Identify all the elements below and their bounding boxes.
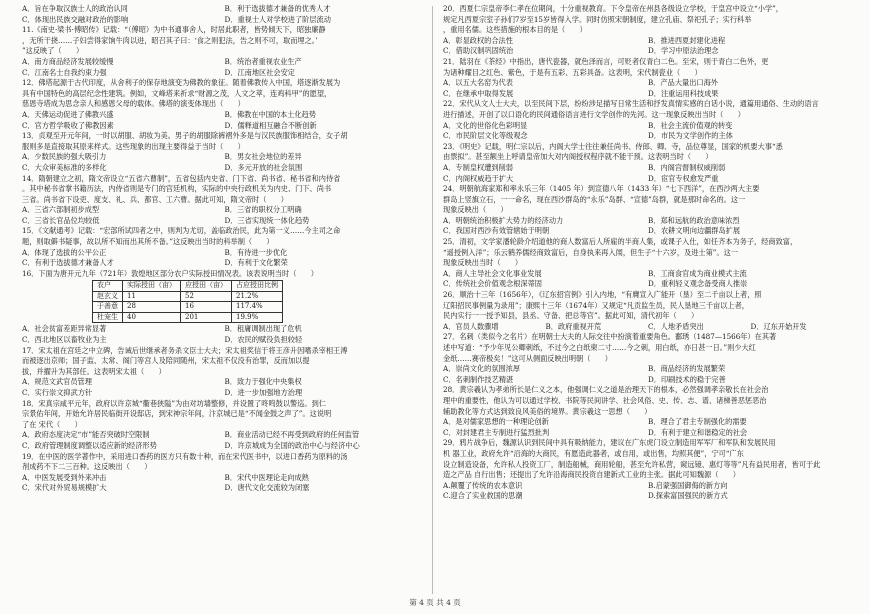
question-line: 12．佛塔起源于古代印度，从舍利子的保存地演变为佛教的象征。随着佛教传入中国，塔逐渐发展为 [22, 78, 341, 88]
answer-option: A．以五大名窑为代表 [443, 78, 513, 88]
answer-option: C．内阁权威趋于扩大 [443, 173, 514, 183]
answer-option: A．少数民族的强大吸引力 [22, 152, 107, 162]
answer-option: D．市民为文学创作的主体 [648, 131, 733, 141]
table-row [93, 312, 283, 323]
answer-option: A．官员人数骤增 [443, 321, 499, 331]
answer-option: D．重视士人对学校进了阶层流动 [224, 14, 331, 24]
answer-option: D．注重运用科技成果 [648, 88, 719, 98]
question-line: 具有中国特色的高层纪念性建筑。例如，文峰塔来祈求“财源之茂，人文之萃，连鸡科甲”的愿望， [22, 88, 332, 98]
table-cell: 16 [181, 302, 232, 313]
answer-option: A．是对儒家思想的一种理论创新 [443, 417, 549, 427]
answer-option: D．多元开放的社会氛围 [224, 162, 303, 172]
question-line: 18．宋真宗咸平元年，政府以许京城“衢巷狭隘”为由对坊墙整修，并设置了咚鸣鼓以警巡。到仁 [22, 398, 326, 408]
question-line: 现象反映出（ ） [443, 205, 508, 215]
answer-option: D．重利轻义观念备受商人推崇 [648, 279, 748, 289]
column-divider [432, 6, 433, 594]
answer-option: D．许京城成为全国的政治中心与经济中心 [224, 440, 360, 450]
answer-option: A．规范文武官员管理 [22, 377, 92, 387]
question-line: 15．《文献通考》记载：“宏部所试四者之中，则判为尤切，盖临政治民，此为第一义……今主司之命 [22, 226, 341, 236]
answer-option: D.探索富国强民的新方式 [648, 491, 728, 501]
table-cell: 201 [181, 312, 232, 323]
answer-option: A.颠覆了传统的农本意识 [443, 480, 523, 490]
question-line: 29．鸦片战争后，魏源认识到民间中具有吸纳能力，建议在广东虎门设立制造用军军厂和军队和发展民用 [443, 438, 776, 448]
answer-option: A．旨在争取汉族士人的政治认同 [22, 4, 128, 13]
answer-option: B.启蒙强国御侮的新方向 [648, 480, 728, 490]
answer-option: D．印刷技术的稳于完善 [648, 374, 726, 384]
answer-option: C．有利于选拔德才兼备人才 [22, 258, 114, 268]
question-line: 拔，并擢升为其部任。这表明宋太祖（ ） [22, 366, 166, 376]
table-row [93, 302, 283, 313]
question-line: 宗景佑年间，开始允许居民临街开设邸店，到宋神宗年间，汴京城已是“不闻金鼓之声了”。这说明 [22, 409, 332, 419]
question-line: 19．在中医的医学著作中，采用进口香药的医方只有数十种，而在宋代医书中，以进口香药为原料的汤 [22, 451, 348, 461]
answer-option: D．农耕文明向边疆群岛扩展 [648, 226, 741, 236]
answer-option: D．宦官专权愈发严重 [648, 173, 719, 183]
question-line: 规定凡西夏宗室子孙们7岁至15岁皆得入学。同时仿照宋朝制度，建立孔庙、祭祀孔子；实行科举 [443, 14, 752, 24]
answer-option: A．专制皇权遭到削弱 [443, 162, 513, 172]
answer-options [443, 216, 853, 237]
answer-option: B．统治者重视农业生产 [224, 56, 302, 66]
question-line: 20．西夏仁宗皇帝李仁孝在位期间，十分重视教育。下令皇帝在州县各级设立学校，于皇宫中设立“小学”， [443, 4, 783, 13]
answer-option: A．彰显政权的合法性 [443, 35, 513, 45]
question-line: ，无所干挠……子妇尝得家饷牛肉以进，昭召其子曰：‘食之则犯法，告之则不可，取而埋之。’ [22, 35, 318, 45]
question-line: 了在 宋代（ ） [22, 419, 82, 429]
answer-option: C.迎合了实业救国的思潮 [443, 491, 523, 501]
answer-option: B．郑和远航的政治意味浓烈 [648, 215, 740, 225]
question-line: 16．下面为唐开元九年（721年）敦煌地区部分农户实际授田情况表。该表说明当时（ ） [22, 268, 318, 278]
answer-option: B．内阁宫督制权威削弱 [648, 162, 726, 172]
table-header-cell: 占应授田比例 [232, 281, 283, 292]
answer-options [443, 78, 853, 99]
question-line: 由票拟”。甚至额坐上呼请皇帝加大对内阁授权程序就不能干预。这表明当时（ ） [443, 152, 713, 162]
question-line: 辅助教化等方式达到致良风美俗的境界。黄宗羲这一思想（ ） [443, 406, 652, 416]
question-line: ”这反映了（ ） [22, 46, 84, 56]
answer-option: D．农民的赋役负担较轻 [224, 335, 303, 345]
table-cell: 于善意 [93, 302, 123, 313]
table-cell: 28 [123, 302, 181, 313]
question-line: 造之产品 自行出售；还提出了允许沿海商民投资自建新式工业的主张。据此可知魏源（ ） [443, 470, 740, 480]
question-line: 剂成药不下二三百种。这反映出（ ） [22, 462, 152, 472]
table-cell: 19.9% [232, 312, 283, 323]
table-row [93, 291, 283, 302]
answer-option: B．佛教在中国的本土化趋势 [224, 109, 317, 119]
answer-options [443, 163, 853, 184]
answer-option: B．工商食官成为商业模式主流 [648, 268, 747, 278]
answer-option: B．政府重视开荒 [545, 321, 602, 331]
answer-option: C．人地矛盾突出 [648, 321, 704, 331]
answer-option: A．崇尚文化的氛围浓厚 [443, 364, 521, 374]
answer-option: C．大众审美标准的多样化 [22, 162, 107, 172]
answer-options [22, 152, 427, 173]
answer-option: B．产品大量出口海外 [648, 78, 718, 88]
answer-option: B．有待进一步优化 [224, 247, 288, 257]
answer-option: C．实行崇文抑武方针 [22, 388, 93, 397]
answer-option: B．社会主流价值观的转变 [648, 120, 733, 130]
question-line: 现象反映出当时（ ） [443, 258, 523, 268]
answer-option: A．中医发展受到外来冲击 [22, 472, 107, 482]
question-line: 22．宋代从文人士大夫，以至民间下层，纷纷涉足描写日常生活和抒发真情实感的白话小说，通篇用通俗、生动的语言 [443, 99, 819, 109]
answer-option: D．儒释道相互融合不断创新 [224, 120, 317, 130]
answer-option: C．宋代对外贸易规模扩大 [22, 483, 107, 493]
answer-option: A．明朝统治积极扩大势力的经济动力 [443, 215, 564, 225]
question-line: 三省。尚书省下设吏、度支、礼、兵、都官、工六曹。据此可知，隋文帝时（ ） [22, 194, 288, 204]
answer-option: D．辽东开始开发 [750, 321, 807, 331]
question-line: 21．陆羽在《茶经》中指出，唐代瓷器，就色泽而言，可贬者仅青白二色。至宋，则于青白二色外，更 [443, 56, 769, 66]
answer-options [22, 248, 427, 269]
page-footer: 第 4 页 共 4 页 [409, 598, 461, 607]
question-line: 17．宋太祖在宫廷之中立碑，告诫后世继承者务杀文臣士大夫；宋太祖奖信于将王彦升因嗜杀宰相王溥 [22, 345, 348, 355]
table-cell: 52 [181, 291, 232, 302]
answer-option: C．江南名士自我约束力强 [22, 67, 107, 77]
answer-options [22, 430, 427, 451]
answer-options [22, 205, 427, 226]
table-header-row [93, 281, 283, 292]
table-cell: 40 [123, 312, 181, 323]
answer-option: B．致力于强化中央集权 [224, 377, 302, 387]
question-line: 而被逐出京师；国子监、太常、阁门等宫人及陪同随州，宋太祖不仅没有治罪，反而加以提 [22, 356, 310, 366]
answer-option: D．进一步加强地方治理 [224, 388, 303, 397]
answer-option: C．体现出民族交融对政治的影响 [22, 14, 129, 24]
answer-option: A．南方商品经济发展较缓慢 [22, 56, 114, 66]
question-line: 服则多是直接取其原来样式。这些现象的出现主要得益于当时（ ） [22, 141, 245, 151]
question-line: 14．隋朝建立之初，隋文帝设立“五省六曹制”，五省包括内史省、门下省、尚书省、秘书省和内侍省 [22, 173, 341, 183]
table-cell: 117.4% [232, 302, 283, 313]
answer-option: C．传统社会价值观念根深蒂固 [443, 279, 542, 289]
answer-option: A．文化的世俗化色彩明显 [443, 120, 528, 130]
question-line: “遥授例入洋”；乐云鹤养儒经商致富后，自身执来再入闱，但生子“十六岁，及进士第”。这一 [443, 247, 739, 257]
answer-option: B．租庸调制出现了危机 [224, 324, 302, 334]
question-line: 理中的重要性，他认为可以通过学校、书院等民间讲学、社会风俗、史、传、志、谱、诸梯善恶惩恶治 [443, 395, 767, 405]
question-line: 机 器工业，政府允许“沿海的大商民，有愿造此器者，或自用，或出售，均照其便”，宁可“广东 [443, 448, 744, 458]
question-line: 民内实行一一授予知县，县丞、守备、把总等官”。据此可知，清代初年（ ） [443, 311, 699, 321]
answer-options [443, 121, 853, 142]
question-line: 13．贞观至开元年间，一时以胡服、胡妆为美。男子的胡服除裤褶外多是与汉民族服饰相结合，女子胡 [22, 131, 348, 141]
answer-options [22, 473, 427, 494]
answer-option: C．市民阶层文化等级观念 [443, 131, 528, 141]
question-line: 设立制造设备，允许私人投资工厂，制造船械，商用轮船，甚至允许私营，窥远镜、惠灯等等”凡有益民用者，皆可于此 [443, 459, 821, 469]
question-line: 24．明朝航海家郑和率永乐三年（1405 年）到宣德八年（1433 年）“七下西洋”，在西沙两大主要 [443, 184, 760, 194]
answer-options [443, 36, 853, 57]
table-header-cell: 实际授田（亩） [123, 281, 181, 292]
table-cell: 杜宠生 [93, 312, 123, 323]
answer-options [443, 481, 853, 502]
answer-options [443, 322, 853, 333]
answer-option: C．借助汉制巩固统治 [443, 46, 514, 56]
answer-option: C．三省长官品位均较低 [22, 215, 100, 225]
answer-option: C．对封建君主专制进行猛烈批判 [443, 427, 550, 437]
answer-option: D．有利于文化繁荣 [224, 258, 288, 268]
question-line: ，重用名儒。这些措施的根本目的是（ ） [443, 25, 587, 35]
answer-options [443, 417, 853, 438]
answer-options [443, 364, 853, 385]
answer-option: A．政府态度决定“市”能否突破时空限制 [22, 430, 150, 440]
answer-option: C．我国对西沙有效管辖始于明朝 [443, 226, 550, 236]
question-line: 进行描述，开创了以口语化的民间通俗语言进行文学创作的先河。这一现象反映出当时（ ） [443, 109, 745, 119]
answer-option: C．官方哲学吸收了佛教因素 [22, 120, 114, 130]
answer-option: B．三省的职权分工明确 [224, 205, 302, 215]
question-line: 述中写道：“予少年见公卿刺纸，不过今之白纸柬二寸……今之刺，用白纸，亦日甚一日。”则少大红 [443, 343, 756, 352]
answer-options [22, 57, 427, 78]
question-line: 23．《明史》记载，明仁宗以后，内阁大学士往往兼任尚书、侍郎、卿、寺，品位尊显，国家的机要大事“悉 [443, 141, 783, 151]
question-line: 26．顺治十三年（1656年），《辽东招官例》引入内地，“有膺宣入广能开（垦）至二千亩以上者，照 [443, 290, 762, 300]
answer-option: A．天佛运动促进了佛教兴盛 [22, 109, 114, 119]
answer-option: C．西北地区以畜牧业为主 [22, 335, 107, 345]
question-line: 11.《南史·梁书·傅昭传》记载：“（傅昭）为中书通事舍人，时居此职者，皆势倾天下，昭独廉静 [22, 25, 326, 35]
question-line: 群岛上竖旗立石，一一命名，现在西沙群岛的“永乐”岛群、“宣德”岛群，就是那时命名的。这一 [443, 194, 746, 204]
answer-option: D．学习中原法治理念 [648, 46, 719, 56]
answer-option: C．政府管理制度调整以适应新的经济形势 [22, 440, 157, 450]
answer-options [22, 110, 427, 131]
question-line: 27．名刺（类似今之名片）在明朝士大夫的人际交往中扮演着重要角色。鄱琇（1487—1566年）在其著 [443, 332, 777, 342]
answer-option: C．名刺制作技艺精湛 [443, 374, 514, 384]
answer-option: B．利于选拔德才兼备的优秀人才 [224, 4, 331, 13]
question-line: 为诸种耀目之红色、紫色，于是有五彩、五彩具备。这表明，宋代制瓷业（ ） [443, 67, 702, 77]
answer-option: B．男女社会地位的差异 [224, 152, 302, 162]
table-header-cell: 应授田（亩） [181, 281, 232, 292]
answer-option: C．在继承中取得发展 [443, 88, 514, 98]
answer-option: A．三省六部制初步成型 [22, 205, 100, 215]
right-column [443, 4, 853, 502]
answer-option: B．理合了君主专制强化的需要 [648, 417, 747, 427]
question-line: 金纸……赛帝极矣！”这可从侧面反映出明朝（ ） [443, 353, 612, 363]
answer-options [443, 269, 853, 290]
answer-option: D．唐代文化交流较为闭塞 [224, 483, 310, 493]
answer-option: A．体现了选拔的公平公正 [22, 247, 107, 257]
table-cell: 21.2% [232, 291, 283, 302]
answer-option: B．商业活动已经不再受到政府的任何监管 [224, 430, 360, 440]
question-line: 辽阳招民事例量为录用”；康熙十三年（1674年）又规定“凡贡监生员，民人垦地三千亩以上者， [443, 300, 749, 310]
table-cell: 赵玄义 [93, 291, 123, 302]
answer-option: B．宋代中医理论走向成熟 [224, 472, 309, 482]
land-allocation-table [92, 280, 283, 323]
left-column [22, 4, 427, 494]
answer-option: A．社会贫富差距异常显著 [22, 324, 107, 334]
answer-option: A．商人主导社会文化事业发展 [443, 268, 542, 278]
answer-option: B．商品经济的发展繁荣 [648, 364, 726, 374]
question-line: 25．清初，文学家潘轮龄介绍道他的商人数富后人所雇的半商人集，或课子入仕，如任齐本为务子，经商致富， [443, 237, 798, 247]
answer-option: D．三省实现统一体化趋势 [224, 215, 310, 225]
answer-option: D．有利于建立和谐稳定的社会 [648, 427, 748, 437]
question-line: 题，则取僻书疑事，故以所不知而出其所不备。”这反映出当时的科举制（ ） [22, 237, 274, 247]
question-line: 28．黄宗羲认为孝弟所长是仁义之本，他强调仁义之道是治理天下的根本，必然强调孝亲敬长在社会治 [443, 385, 769, 395]
answer-option: B．推进西夏封建化进程 [648, 35, 726, 45]
answer-options [22, 4, 427, 25]
table-cell: 11 [123, 291, 181, 302]
question-line: 。其中秘书省掌书籍历法，内侍省则是专门的宫廷机构，实际的中央行政机关为内史、门下、尚书 [22, 184, 332, 194]
table-header-cell: 农户 [93, 281, 123, 292]
answer-options [22, 377, 427, 398]
answer-options [22, 324, 427, 345]
question-line: 慈恩寺塔成为思念亲人和感恩父母的载体。佛塔的演变体现出（ ） [22, 99, 245, 109]
answer-option: D．江南地区社会安定 [224, 67, 295, 77]
